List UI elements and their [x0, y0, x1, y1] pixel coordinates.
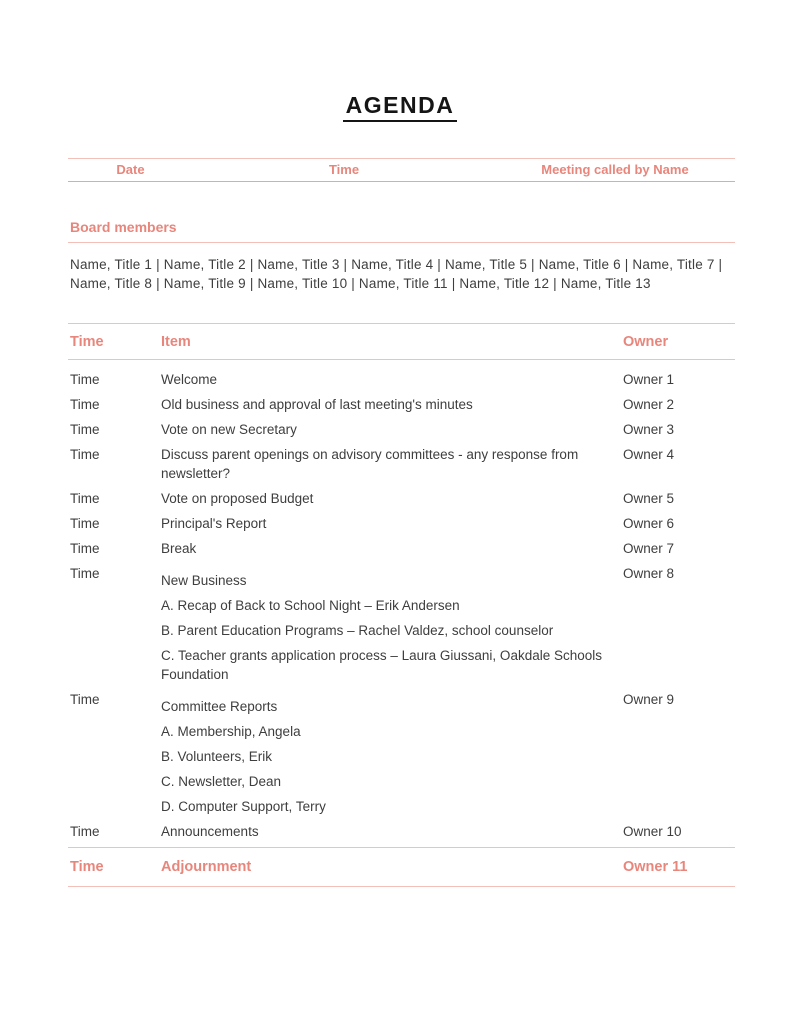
- owner-cell: Owner 9: [623, 692, 675, 707]
- owner-cell: Owner 3: [623, 422, 675, 437]
- item-title: New Business: [161, 573, 247, 588]
- owner-cell: Owner 4: [623, 447, 675, 462]
- item-cell: Old business and approval of last meeting's minutes: [161, 397, 473, 412]
- item-cell: Break: [161, 541, 197, 556]
- item-cell: Principal's Report: [161, 516, 267, 531]
- item-cell: Announcements: [161, 824, 259, 839]
- item-title: Committee Reports: [161, 699, 278, 714]
- sub-item: A. Recap of Back to School Night – Erik Andersen: [161, 598, 460, 613]
- owner-cell: Owner 10: [623, 824, 682, 839]
- time-cell: Time: [70, 516, 100, 531]
- sub-item: B. Volunteers, Erik: [161, 749, 273, 764]
- item-cell: [161, 690, 623, 816]
- sub-item: C. Newsletter, Dean: [161, 774, 282, 789]
- item-cell: Adjournment: [161, 859, 252, 875]
- time-cell: Time: [70, 566, 100, 581]
- table-row: [68, 445, 735, 483]
- item-cell: Vote on new Secretary: [161, 422, 297, 437]
- date-label: Date: [116, 162, 145, 177]
- time-cell: Time: [70, 692, 100, 707]
- table-row-committee-reports: [68, 690, 735, 816]
- header-item: Item: [161, 334, 191, 350]
- owner-cell: Owner 6: [623, 516, 675, 531]
- table-row: [68, 822, 735, 841]
- agenda-table-header: [68, 323, 735, 360]
- document-content: [68, 158, 735, 887]
- board-members-heading: Board members: [68, 219, 735, 243]
- time-cell: Time: [70, 422, 100, 437]
- page-title: AGENDA: [343, 92, 458, 122]
- item-cell: Vote on proposed Budget: [161, 491, 314, 506]
- table-row: [68, 395, 735, 414]
- time-cell: Time: [70, 397, 100, 412]
- owner-cell: Owner 8: [623, 566, 675, 581]
- owner-cell: Owner 5: [623, 491, 675, 506]
- header-time: Time: [70, 334, 104, 350]
- time-cell: Time: [70, 859, 104, 875]
- called-by-label: Meeting called by Name: [541, 162, 689, 177]
- owner-cell: Owner 1: [623, 372, 675, 387]
- sub-item: D. Computer Support, Terry: [161, 799, 326, 814]
- time-cell: Time: [70, 824, 100, 839]
- table-row: [68, 370, 735, 389]
- agenda-table: [68, 323, 735, 887]
- time-cell: Time: [70, 372, 100, 387]
- owner-cell: Owner 7: [623, 541, 675, 556]
- meeting-info-bar: [68, 158, 735, 182]
- time-cell: Time: [70, 541, 100, 556]
- sub-item: B. Parent Education Programs – Rachel Valdez, school counselor: [161, 623, 554, 638]
- table-row: [68, 514, 735, 533]
- time-cell: Time: [70, 447, 100, 462]
- table-row: [68, 420, 735, 439]
- sub-item: A. Membership, Angela: [161, 724, 301, 739]
- item-cell: [161, 564, 623, 684]
- adjournment-row: [68, 847, 735, 887]
- table-row: [68, 539, 735, 558]
- title-wrap: [0, 0, 800, 122]
- owner-cell: Owner 11: [623, 859, 688, 875]
- header-owner: Owner: [623, 334, 669, 350]
- agenda-table-body: [68, 360, 735, 841]
- item-cell: Discuss parent openings on advisory committees - any response from newsletter?: [161, 447, 579, 481]
- sub-item: C. Teacher grants application process – Laura Giussani, Oakdale Schools Foundation: [161, 648, 602, 682]
- time-cell: Time: [70, 491, 100, 506]
- table-row-new-business: [68, 564, 735, 684]
- item-cell: Welcome: [161, 372, 218, 387]
- table-row: [68, 489, 735, 508]
- owner-cell: Owner 2: [623, 397, 675, 412]
- time-label: Time: [328, 162, 360, 177]
- board-members-list: Name, Title 1 | Name, Title 2 | Name, Title 3 | Name, Title 4 | Name, Title 5 | Name, Title 6 | Name, Title 7 | Name, Title 8 | Name, Title 9 | Name, Title 10 | Name, Title 11 | Name, Title 12 | Name, Title 13: [70, 257, 723, 291]
